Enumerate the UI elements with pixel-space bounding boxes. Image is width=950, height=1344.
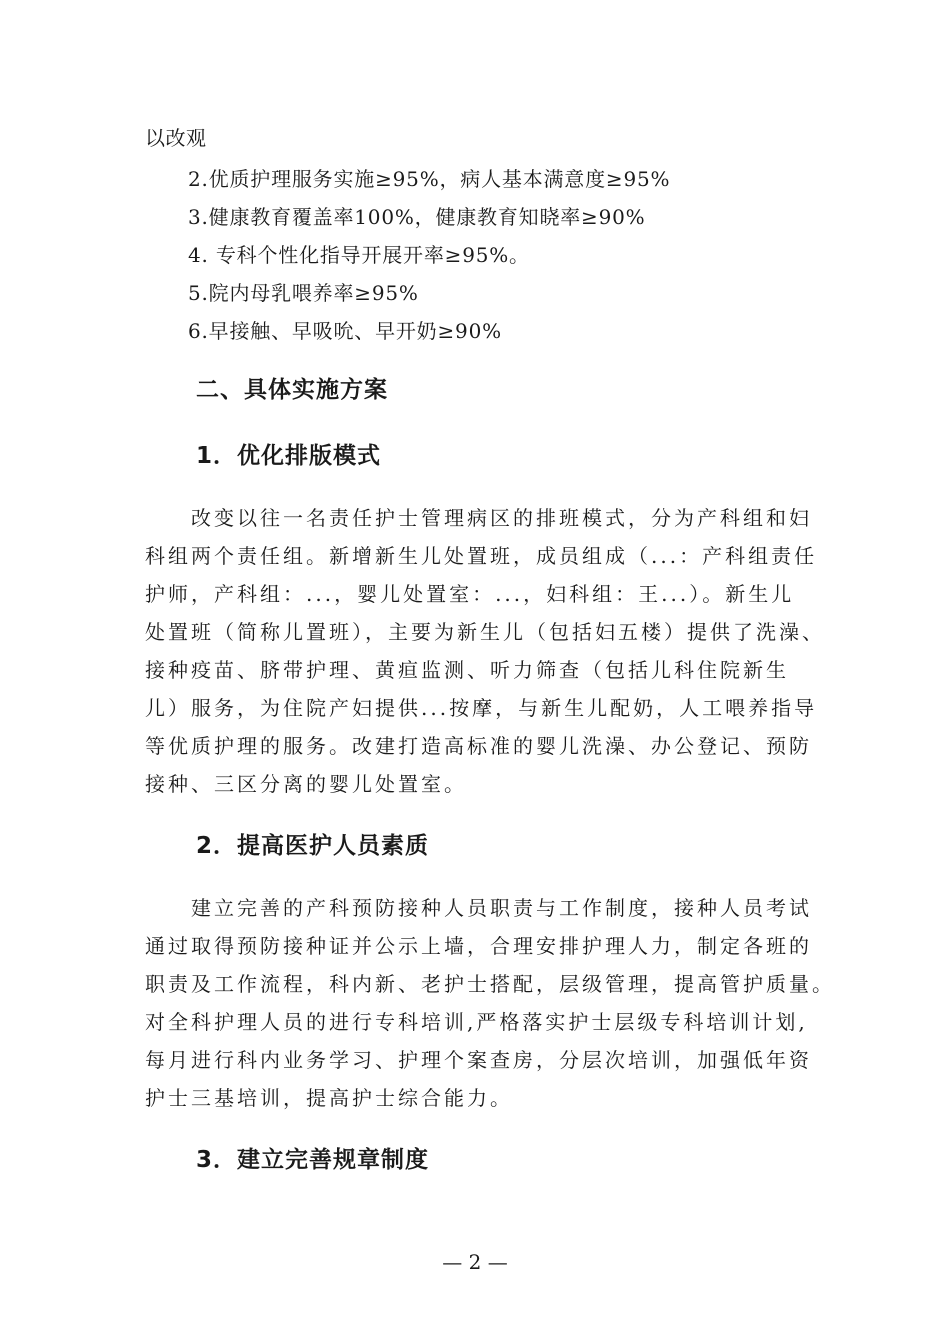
target-item: 4. 专科个性化指导开展开率≥95%。 xyxy=(188,243,530,267)
paragraph-line: 改变以往一名责任护士管理病区的排班模式，分为产科组和妇 xyxy=(191,506,812,530)
target-item: 5.院内母乳喂养率≥95% xyxy=(188,281,419,305)
paragraph-1 xyxy=(145,499,825,803)
intro-tail-text: 以改观 xyxy=(145,126,207,150)
subsection-title-3: 3．建立完善规章制度 xyxy=(196,1147,430,1173)
paragraph-line: 处置班（简称儿置班），主要为新生儿（包括妇五楼）提供了洗澡、 xyxy=(145,620,825,644)
target-item: 2.优质护理服务实施≥95%，病人基本满意度≥95% xyxy=(188,167,671,191)
paragraph-line: 接种疫苗、脐带护理、黄疸监测、听力筛查（包括儿科住院新生 xyxy=(145,658,789,682)
paragraph-line: 职责及工作流程，科内新、老护士搭配，层级管理，提高管护质量。 xyxy=(145,972,835,996)
subsection-title-1: 1．优化排版模式 xyxy=(196,443,382,469)
target-item: 6.早接触、早吸吮、早开奶≥90% xyxy=(188,319,502,343)
paragraph-line: 护士三基培训，提高护士综合能力。 xyxy=(145,1086,513,1110)
paragraph-line: 通过取得预防接种证并公示上墙，合理安排护理人力，制定各班的 xyxy=(145,934,812,958)
paragraph-line: 对全科护理人员的进行专科培训,严格落实护士层级专科培训计划, xyxy=(145,1010,808,1034)
paragraph-line: 建立完善的产科预防接种人员职责与工作制度，接种人员考试 xyxy=(191,896,812,920)
subsection-title-2: 2．提高医护人员素质 xyxy=(196,833,430,859)
paragraph-line: 护师，产科组：...，婴儿处置室：...，妇科组：王...）。新生儿 xyxy=(145,582,795,606)
paragraph-line: 科组两个责任组。新增新生儿处置班，成员组成（...：产科组责任 xyxy=(145,544,818,568)
paragraph-line: 接种、三区分离的婴儿处置室。 xyxy=(145,772,467,796)
page-number: — 2 — xyxy=(442,1250,508,1274)
paragraph-line: 等优质护理的服务。改建打造高标准的婴儿洗澡、办公登记、预防 xyxy=(145,734,812,758)
paragraph-2 xyxy=(145,889,835,1117)
paragraph-line: 每月进行科内业务学习、护理个案查房，分层次培训，加强低年资 xyxy=(145,1048,812,1072)
target-item: 3.健康教育覆盖率100%，健康教育知晓率≥90% xyxy=(188,205,646,229)
paragraph-line: 儿）服务，为住院产妇提供...按摩，与新生儿配奶，人工喂养指导 xyxy=(145,696,818,720)
section-title: 二、具体实施方案 xyxy=(196,377,388,403)
